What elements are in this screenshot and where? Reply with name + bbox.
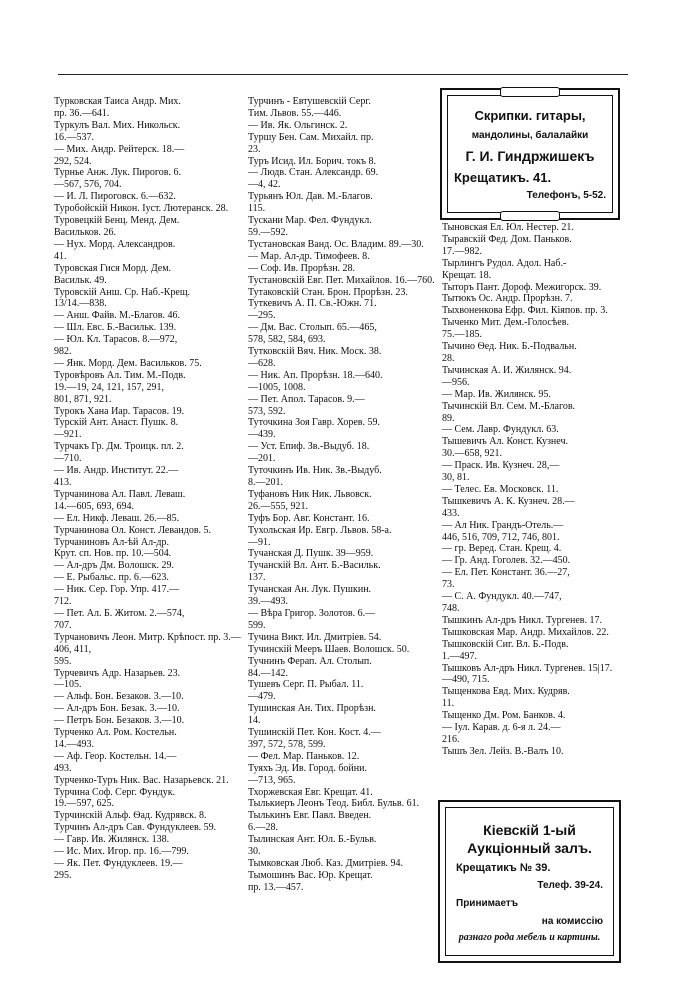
directory-entry: Тушинскій Пет. Кон. Кост. 4.— 397, 572, 578, 599. (248, 727, 381, 750)
directory-entry: Тучинскій Мееръ Шаев. Волошск. 50. (248, 643, 410, 655)
directory-entry: Тылькинъ Евг. Павл. Введен. 6.—28. (248, 810, 372, 834)
ad-address: Крещатикъ. 41. (454, 170, 552, 185)
directory-entry: Турчанинова Ал. Павл. Леваш. 14.—605, 693, 694. (54, 488, 186, 512)
directory-column-2 (248, 96, 438, 894)
directory-entry: Тушинская Ан. Тих. Прорѣзн. 14. (248, 703, 376, 727)
directory-entry: Тускани Мар. Фел. Фундукл. 59.—592. (248, 215, 372, 238)
directory-entry: — Вѣра Григор. Золотов. 6.— 599. (248, 607, 376, 631)
ad-merchant-name: Г. И. Гиндржишекъ (465, 148, 595, 164)
directory-entry: — Ал Ник. Грандъ-Отель.— 446, 516, 709, 712, 746, 801. (442, 519, 564, 543)
ad-line: мандолины, балалайки (471, 130, 589, 141)
directory-column-1 (54, 96, 244, 882)
directory-entry: Туткевичъ А. П. Св.-Южн. 71. —295. (248, 298, 377, 322)
ad-line: на комиссію (541, 916, 603, 927)
directory-entry: Тучанская Д. Пушк. 39—959. (248, 548, 374, 560)
directory-entry: Турокъ Хана Иар. Тарасов. 19. (54, 405, 185, 417)
directory-entry: Тышковская Мар. Андр. Михайлов. 22. (442, 626, 609, 638)
directory-entry: — Юл. Кл. Тарасов. 8.—972, 982. (54, 334, 178, 358)
directory-entry: — Гавр. Ив. Жилянск. 138. (54, 834, 170, 846)
directory-entry: — Уст. Епиф. Зв.-Выдуб. 18. —201. (248, 441, 370, 465)
directory-entry: Тыторъ Пант. Дороф. Межигорск. 39. (442, 281, 602, 293)
directory-entry: — Янк. Морд. Дем. Васильков. 75. (54, 357, 202, 369)
directory-entry: Тустановская Ванд. Ос. Владим. 89.—30. (248, 238, 424, 250)
directory-entry: — Мар. Ал-др. Тимофеев. 8. (248, 250, 370, 262)
directory-entry: — Соф. Ив. Прорѣзн. 28. (248, 262, 356, 274)
directory-entry: — Пет. Апол. Тарасов. 9.— 573, 592. (248, 393, 365, 417)
directory-entry: Турчаниновъ Ал-ѣй Ал-др. Крут. сп. Нов. пр. 10.—504. (54, 536, 172, 560)
directory-entry: Тушевъ Серг. П. Рыбал. 11. —479. (248, 679, 364, 703)
directory-entry: Туръ Исид. Ил. Борич. токъ 8. (248, 155, 376, 167)
directory-column-3 (442, 222, 622, 758)
directory-entry: Турнье Анж. Лук. Пирогов. 6. —567, 576, 704. (54, 167, 181, 191)
directory-entry: Туровскій Анш. Ср. Наб.-Крещ. 13/14.—838. (54, 286, 191, 310)
directory-entry: Турчинскій Альф. Ѳад. Кудрявск. 8. (54, 810, 207, 822)
directory-entry: Тутаковскій Стан. Брон. Прорѣзн. 23. (248, 286, 408, 298)
directory-entry: Тыхвоненкова Ефр. Фил. Кіяпов. пр. 3. (442, 305, 608, 317)
directory-entry: Тутковскій Вяч. Ник. Моск. 38. —628. (248, 346, 382, 369)
directory-entry: Турчевичъ Адр. Назарьев. 23. —105. (54, 667, 181, 691)
directory-entry: Тхоржевская Евг. Крещат. 41. (248, 786, 373, 798)
directory-entry: Турчинъ Ал-дръ Сав. Фундуклеев. 59. (54, 822, 217, 834)
top-rule (58, 74, 628, 75)
directory-entry: Тышковскій Сиг. Вл. Б.-Подв. 1.—497. (442, 638, 569, 662)
directory-entry: — Людв. Стан. Александр. 69. —4, 42. (248, 167, 379, 191)
directory-entry: Тыравскій Фед. Дом. Паньков. 17.—982. (442, 233, 572, 257)
directory-entry: Тышкевичъ А. К. Кузнеч. 28.— 433. (442, 495, 575, 519)
directory-entry: Турчанинова Ол. Конст. Левандов. 5. (54, 524, 212, 536)
directory-entry: Турковская Таиса Андр. Мих. пр. 36.—641. (54, 96, 181, 119)
directory-entry: — Ел. Никф. Леваш. 26.—85. (54, 512, 180, 524)
directory-entry: Тычино Ѳед. Ник. Б.-Подвальн. 28. (442, 341, 577, 364)
directory-entry: Тымковская Люб. Каз. Дмитріев. 94. (248, 858, 404, 869)
directory-entry: — Альф. Бон. Безаков. 3.—10. (54, 691, 184, 703)
directory-entry: Туровецкій Бенц. Менд. Дем. Васильков. 26. (54, 215, 180, 238)
directory-entry: — Шл. Евс. Б.-Васильк. 139. (54, 322, 177, 334)
directory-entry: Тухольская Ир. Евгр. Львов. 58-а. —91. (248, 524, 392, 548)
directory-entry: Тустановскій Евг. Пет. Михайлов. 16.—760. (248, 274, 435, 286)
directory-entry: Туровѣровъ Ал. Тим. М.-Подв. 19.—19, 24, 121, 157, 291, 801, 871, 921. (54, 369, 186, 405)
directory-entry: — Ис. Мих. Игор. пр. 16.—799. (54, 846, 189, 858)
directory-entry: — Сем. Лавр. Фундукл. 63. (442, 424, 559, 436)
directory-entry: Тышевичъ Ал. Конст. Кузнеч. 30.—658, 921. (442, 436, 568, 460)
directory-entry: Тычинская А. И. Жилянск. 94. —956. (442, 364, 572, 388)
directory-entry: — Ив. Як. Ольгинск. 2. (248, 119, 348, 131)
directory-entry: — Мих. Андр. Рейтерск. 18.— 292, 524. (54, 143, 185, 167)
ad-title: Кіевскій 1-ый (483, 822, 576, 838)
directory-entry: Туточкинъ Ив. Ник. Зв.-Выдуб. 8.—201. (248, 465, 382, 488)
directory-entry: — Телес. Ев. Московск. 11. (442, 483, 559, 495)
directory-entry: — Петръ Бон. Безаков. 3.—10. (54, 715, 185, 727)
directory-entry: Туршу Бен. Сам. Михайл. пр. 23. (248, 131, 374, 155)
ad-title: Аукціонный залъ. (467, 840, 592, 856)
directory-entry: Турскій Ант. Анаст. Пушк. 8. —921. (54, 417, 179, 441)
directory-entry: — Ал-дръ Дм. Волошск. 29. (54, 560, 174, 572)
directory-entry: Тышкинъ Ал-дръ Никл. Тургенев. 17. (442, 614, 603, 626)
directory-entry: Тыченко Мит. Дем.-Голосѣев. 75.—185. (442, 317, 569, 341)
directory-entry: Туробойскій Никон. Іуст. Лютеранск. 28. (54, 203, 229, 215)
directory-entry: — Ник. Сер. Гор. Упр. 417.— 712. (54, 584, 180, 608)
directory-entry: Туточкина Зоя Гавр. Хорев. 59. —439. (248, 417, 380, 441)
directory-entry: — Дм. Вас. Столып. 65.—465, 578, 582, 584, 693. (248, 322, 377, 346)
directory-entry: — Фел. Мар. Паньков. 12. (248, 750, 360, 762)
directory-entry: Турчакъ Гр. Дм. Троицк. пл. 2. —710. (54, 441, 184, 465)
directory-entry: — И. Л. Пироговск. 6.—632. (54, 191, 176, 203)
directory-entry: Тучина Викт. Ил. Дмитріев. 54. (248, 631, 382, 643)
directory-entry: Турчинъ - Евтушевскій Серг. Тим. Львов. 55.—446. (248, 96, 371, 119)
directory-entry: Тыновская Ел. Юл. Нестер. 21. (442, 222, 574, 233)
directory-entry: Тылькиеръ Леонъ Теод. Библ. Бульв. 61. (248, 798, 420, 810)
directory-entry: Тышковъ Ал-дръ Никл. Тургенев. 15|17.—490, 715. (442, 662, 613, 686)
directory-entry: Тымошинъ Вас. Юр. Крещат. пр. 13.—457. (248, 869, 373, 893)
ad-line: Принимаетъ (456, 898, 519, 909)
ad-frame-ornament-bottom (500, 211, 560, 221)
directory-entry: — Гр. Анд. Гоголев. 32.—450. (442, 555, 571, 567)
directory-entry: Тышъ Зел. Лейз. В.-Валъ 10. (442, 745, 564, 757)
directory-entry: — Іул. Карав. д. 6-я л. 24.— 216. (442, 722, 561, 745)
directory-entry: Тучанскій Вл. Ант. Б.-Васильк. 137. (248, 560, 381, 584)
directory-entry: Туркулъ Вал. Мих. Никольск. 16.—537. (54, 119, 181, 143)
directory-entry: Туфъ Бор. Авг. Констант. 16. (248, 512, 370, 524)
directory-entry: — Пет. Ал. Б. Житом. 2.—574, 707. (54, 607, 185, 631)
directory-entry: Тылинская Ант. Юл. Б.-Бульв. 30. (248, 834, 377, 858)
directory-entry: Тытюкъ Ос. Андр. Прорѣзн. 7. (442, 293, 573, 305)
directory-entry: — Ник. Ап. Прорѣзн. 18.—640. —1005, 1008. (248, 369, 383, 393)
directory-entry: Тыщенко Дм. Ром. Банков. 4. (442, 710, 566, 722)
directory-entry: Турьянъ Юл. Дав. М.-Благов. 115. (248, 191, 373, 215)
directory-entry: — Ив. Андр. Институт. 22.— 413. (54, 465, 179, 488)
directory-entry: — Як. Пет. Фундуклеев. 19.— 295. (54, 858, 183, 881)
directory-entry: — Мар. Ив. Жилянск. 95. (442, 388, 551, 400)
directory-entry: Турчановичъ Леон. Митр. Крѣпост. пр. 3.—406, 411, 595. (54, 631, 241, 667)
directory-entry: Тыщенкова Евд. Мих. Кудряв. 11. (442, 686, 570, 710)
auction-hall-advertisement (438, 800, 621, 963)
directory-entry: — гр. Веред. Стан. Крещ. 4. (442, 543, 562, 555)
ad-phone: Телефонъ, 5-52. (526, 190, 606, 201)
directory-entry: Тырлингъ Рудол. Адол. Наб.- Крещат. 18. (442, 257, 567, 281)
directory-entry: — Нух. Морд. Александров. 41. (54, 238, 176, 262)
directory-entry: — Аф. Геор. Костельн. 14.— 493. (54, 750, 177, 774)
ad-line: Скрипки. гитары, (474, 108, 586, 123)
directory-entry: — Анш. Файв. М.-Благов. 46. (54, 310, 181, 322)
directory-entry: — С. А. Фундукл. 40.—747, 748. (442, 591, 562, 614)
directory-entry: Турчина Соф. Серг. Фундук. 19.—597, 625. (54, 786, 176, 810)
directory-entry: Тычинскій Вл. Сем. М.-Благов. 89. (442, 400, 576, 424)
ad-address: Крещатикъ № 39. (456, 862, 551, 874)
directory-entry: Тучнинъ Ферап. Ал. Столып. 84.—142. (248, 655, 372, 679)
directory-entry: — Ел. Пет. Констант. 36.—27, 73. (442, 567, 570, 591)
directory-entry: Туяхъ Эд. Ив. Город. бойни. —713, 965. (248, 762, 367, 786)
guitar-shop-advertisement (440, 88, 620, 220)
ad-frame-ornament-top (500, 87, 560, 97)
directory-entry: Турченко-Туръ Ник. Вас. Назарьевск. 21. (54, 774, 229, 786)
directory-entry: — Е. Рыбальс. пр. 6.—623. (54, 572, 169, 584)
directory-entry: Туфановъ Ник Ник. Львовск. 26.—555, 921. (248, 488, 372, 512)
directory-entry: Тучанская Ан. Лук. Пушкин. 39.—493. (248, 584, 372, 608)
ad-phone: Телеф. 39-24. (537, 880, 603, 891)
directory-entry: Турченко Ал. Ром. Костельн. 14.—493. (54, 727, 177, 750)
directory-entry: — Ал-дръ Бон. Безак. 3.—10. (54, 703, 180, 715)
directory-entry: — Праск. Ив. Кузнеч. 28,— 30, 81. (442, 460, 560, 484)
directory-entry: Туровская Гися Морд. Дем. Васильк. 49. (54, 262, 172, 286)
ad-line: разнаго рода мебель и картины. (458, 932, 601, 943)
